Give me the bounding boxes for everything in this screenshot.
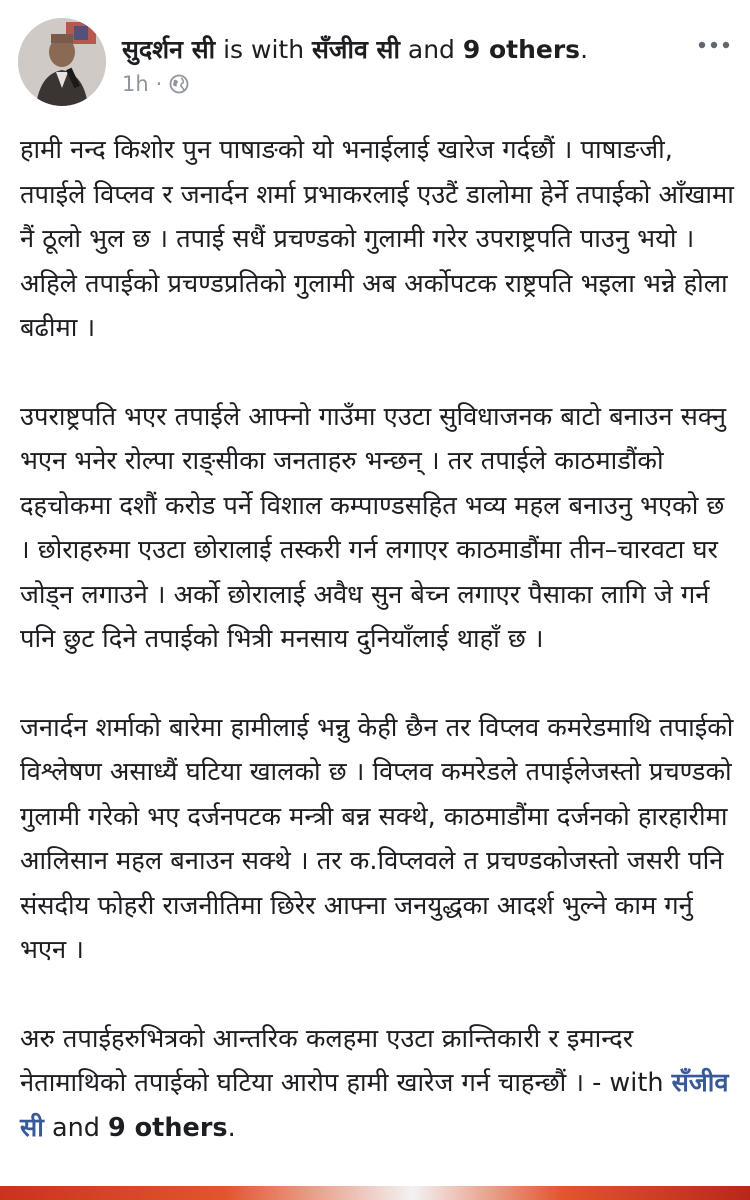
with-and-text: and: [51, 1112, 100, 1143]
avatar-photo: [18, 18, 106, 106]
is-with-text: is with: [223, 35, 305, 64]
and-text: and: [407, 35, 455, 64]
post-header-text: [122, 34, 588, 66]
body-period: .: [227, 1112, 236, 1143]
meta-separator: ·: [155, 72, 163, 96]
more-horizontal-icon: [694, 30, 734, 60]
more-options-button[interactable]: [694, 30, 734, 60]
post-header: [0, 0, 750, 110]
post-paragraph-3: जनार्दन शर्माको बारेमा हामीलाई भन्नु केही छैन तर विप्लव कमरेडमाथि तपाईको विश्लेषण असाध्यैं घटिया खालको छ । विप्लव कमरेडले तपाईलेजस्तो प्रचण्डको गुलामी गरेको भए दर्जनपटक मन्त्री बन्न सक्थे, काठमाडौंमा दर्जनको हारहारीमा आलिसान महल बनाउन सक्थे । तर क.विप्लवले त प्रचण्डकोजस्तो जसरी पनि संसदीय फोहरी राजनीतिमा छिरेर आफ्ना जनयुद्धका आदर्श भुल्ने काम गर्नु भएन ।: [20, 712, 734, 965]
header-period: .: [580, 35, 589, 64]
post-paragraph-1: हामी नन्द किशोर पुन पाषाङको यो भनाईलाई खारेज गर्दछौं । पाषाङजी, तपाईले विप्लव र जनार्दन शर्मा प्रभाकरलाई एउटैं डालोमा हेर्ने तपाईको आँखामा नैं ठूलो भुल छ । तपाई सधैं प्रचण्डको गुलामी गरेर उपराष्ट्रपति पाउनु भयो । अहिले तपाईको प्रचण्डप्रतिको गुलामी अब अर्कोपटक राष्ट्रपति भइला भन्ने होला बढीमा ।: [20, 135, 734, 343]
next-post-image-edge: [0, 1186, 750, 1200]
globe-icon[interactable]: [169, 74, 189, 94]
tagged-person-name[interactable]: सँजीव सी: [312, 35, 400, 64]
post-paragraph-4: [20, 1017, 735, 1151]
author-avatar[interactable]: [18, 18, 106, 106]
post-paragraph-2: उपराष्ट्रपति भएर तपाईले आफ्नो गाउँमा एउटा सुविधाजनक बाटो बनाउन सक्नु भएन भनेर रोल्पा राङ्सीका जनताहरु भन्छन् । तर तपाईले काठमाडौंको दहचोकमा दशौं करोड पर्ने विशाल कम्पाण्डसहित भव्य महल बनाउनु भएको छ । छोराहरुमा एउटा छोरालाई तस्करी गर्न लगाएर काठमाडौंमा तीन–चारवटा घर जोड्न लगाउने । अर्को छोरालाई अवैध सुन बेच्न लगाएर पैसाका लागि जे गर्न पनि छुट दिने तपाईको भित्री मनसाय दुनियाँलाई थाहाँ छ ।: [20, 401, 726, 654]
author-name[interactable]: सुदर्शन सी: [122, 35, 216, 64]
post-time[interactable]: 1h: [122, 72, 149, 96]
others-link[interactable]: 9 others: [462, 35, 581, 64]
with-person-link[interactable]: सँजीव सी: [20, 1068, 729, 1143]
post-meta: [122, 72, 189, 96]
post-body: [20, 128, 735, 1150]
with-others-link[interactable]: 9 others: [108, 1112, 228, 1143]
post-paragraph-4-text: अरु तपाईहरुभित्रको आन्तरिक कलहमा एउटा क्रान्तिकारी र इमान्दर नेतामाथिको तपाईको घटिया आरोप हामी खारेज गर्न चाहन्छौं । - with: [20, 1023, 664, 1098]
